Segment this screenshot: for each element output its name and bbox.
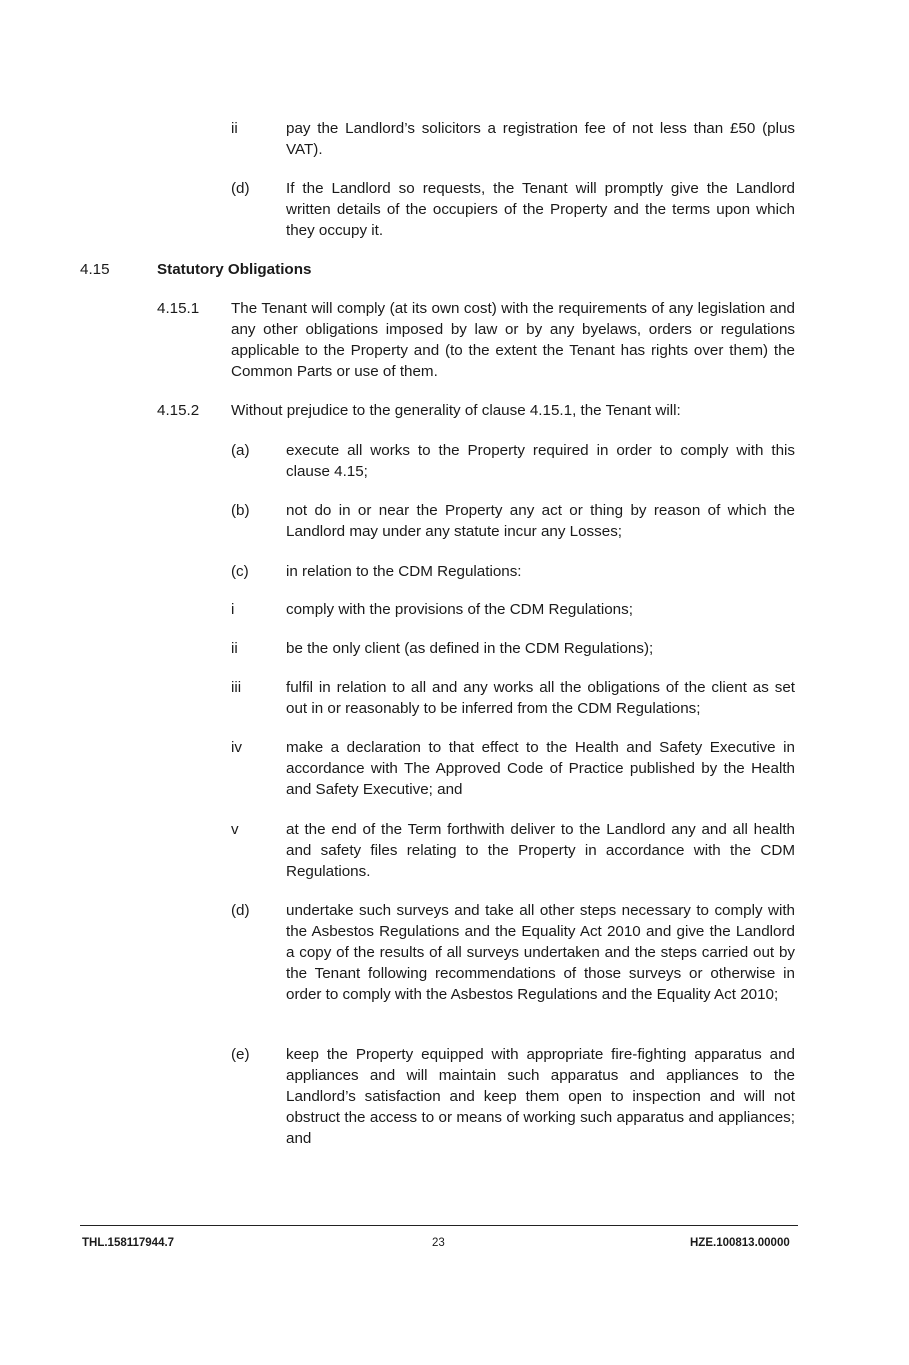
page-number: 23 (432, 1237, 445, 1249)
clause-heading: Statutory Obligations (157, 261, 312, 278)
item-number: iii (231, 679, 242, 696)
item-text: make a declaration to that effect to the Health and Safety Executive in accordance with The Approved Code of Practice published by the Health and Safety Executive; and (286, 739, 795, 798)
clause-number: 4.15.1 (157, 300, 200, 317)
footer-document-ref: THL.158117944.7 (82, 1237, 175, 1249)
item-number: v (231, 821, 239, 838)
item-number: ii (231, 640, 238, 657)
item-text: undertake such surveys and take all other steps necessary to comply with the Asbestos Regulations and the Equality Act 2010 and give the Landlord a copy of the results of all surveys undertaken and the steps carried out by the Tenant following recommendations of those surveys or otherwise in order to comply with the Asbestos Regulations and the Equality Act 2010; (286, 902, 795, 1003)
item-text: keep the Property equipped with appropriate fire-fighting apparatus and appliances and will maintain such apparatus and appliances to the Landlord’s satisfaction and keep them open to inspection and will not obstruct the access to or means of working such apparatus and appliances; and (286, 1046, 795, 1147)
item-number: iv (231, 739, 242, 756)
item-text: at the end of the Term forthwith deliver to the Landlord any and all health and safety files relating to the Property in accordance with the CDM Regulations. (286, 821, 795, 880)
item-number: (c) (231, 563, 249, 580)
item-text: If the Landlord so requests, the Tenant will promptly give the Landlord written details of the occupiers of the Property and the terms upon which they occupy it. (286, 180, 795, 239)
item-text: comply with the provisions of the CDM Regulations; (286, 601, 633, 618)
clause-number: 4.15 (80, 261, 110, 278)
item-text: not do in or near the Property any act or thing by reason of which the Landlord may under any statute incur any Losses; (286, 502, 795, 540)
item-number: (b) (231, 502, 250, 519)
clause-text: The Tenant will comply (at its own cost) with the requirements of any legislation and any other obligations imposed by law or by any byelaws, orders or regulations applicable to the Property and (to the extent the Tenant has rights over them) the Common Parts or use of them. (231, 300, 795, 380)
item-text: fulfil in relation to all and any works all the obligations of the client as set out in or reasonably to be inferred from the CDM Regulations; (286, 679, 795, 717)
item-number: ii (231, 120, 238, 137)
footer-rule (80, 1225, 798, 1226)
item-text: pay the Landlord’s solicitors a registration fee of not less than £50 (plus VAT). (286, 120, 795, 158)
item-text: in relation to the CDM Regulations: (286, 563, 522, 580)
item-number: (a) (231, 442, 250, 459)
item-number: i (231, 601, 235, 618)
item-number: (e) (231, 1046, 250, 1063)
item-text: execute all works to the Property required in order to comply with this clause 4.15; (286, 442, 795, 480)
clause-number: 4.15.2 (157, 402, 200, 419)
footer-matter-ref: HZE.100813.00000 (690, 1237, 790, 1249)
item-number: (d) (231, 180, 250, 197)
item-text: be the only client (as defined in the CDM Regulations); (286, 640, 654, 657)
clause-text: Without prejudice to the generality of clause 4.15.1, the Tenant will: (231, 402, 681, 419)
item-number: (d) (231, 902, 250, 919)
